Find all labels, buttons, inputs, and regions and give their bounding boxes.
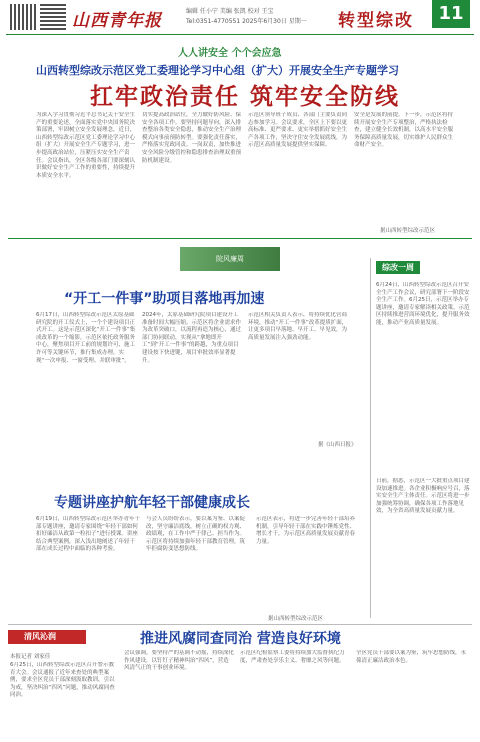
article-column: 全区党员干部要以案为鉴，筑牢思想防线，永葆清正廉洁政治本色。 [356,650,467,664]
contact-date: Tel:0351-4770551 2025年6月30日 星期一 [186,18,307,25]
section-divider [8,238,472,239]
article-column: 6月19日，山西转型综改示范区举办青年干部专题讲座，邀请专家围绕“年轻干部如何扣好廉洁从政第一粒扣子”进行授课。讲座结合典型案例，深入浅出地阐述了年轻干部在成长过程中面临的各种考验。 [36,516,140,553]
page-number: 11 [432,0,470,28]
editor-info: 编辑 任小宁 美编 张凯 校对 王宝 [186,8,274,15]
article-headline: “开工一件事”助项目落地再加速 [64,291,265,307]
article-column: 示范区纪检监察工委将持续加大监督执纪力度，严肃查处享乐主义、奢靡之风等问题。 [240,650,345,664]
article-column: 示范区领导班子成员、各部门主要负责同志参加学习。会议要求，全区上下要以更高标准、更严要求、更实举措抓好安全生产各项工作，坚决守住安全发展底线，为示范区高质量发展提供坚实保障。 [248,112,348,149]
sidebar-column: 6月24日，山西转型综改示范区召开安全生产工作会议，研究部署下一阶段安全生产工作。6月25日，示范区举办专题讲座，邀请专家解读相关政策。示范区持续推进营商环境优化，提升服务效能，推动产业高质量发展。 [376,282,470,326]
sidebar-label: 综改一周 [376,261,420,274]
section-label: 清风沁润 [8,630,86,644]
section-title: 转型综改 [338,11,414,31]
slogan-banner: 人人讲安全 个个会应急 [178,48,282,59]
column-divider [370,258,371,618]
article-subheadline: 山西转型综改示范区党工委理论学习中心组（扩大）开展安全生产专题学习 [36,64,399,77]
article-column: 会议强调，要坚持严的基调不动摇，持续深化作风建设，以钉钉子精神纠治“四风”，营造风清气正的干事创业环境。 [124,650,234,672]
sidebar-column: 日前，据悉，示范区一大批重点项目建设加速推进。各企业积极响应号召，落实安全生产主体责任。示范区将进一步加强统筹协调，确保各项工作落地见效，为全省高质量发展贡献力量。 [376,478,470,515]
article-source: 据山西转型综改示范区 [380,228,436,234]
article-column: 6月17日，山西转型综改示范区太原基础研究院的开工仪式上，一个个建设项目正式开工。这是示范区深化“开工一件事”集成改革的一个缩影。示范区依托政务服务中心，聚焦项目开工前的规划许可、施工许可等关键环节，推行集成办理，实现“一次申报、一窗受理、并联审批”。 [36,312,136,364]
article-column: 为深入学习贯彻习近平总书记关于安全生产的重要论述，全面落实党中央国务院决策部署，牢固树立安全发展理念，近日，山西转型综改示范区党工委理论学习中心组（扩大）开展安全生产专题学习，进一步提高政治站位，压紧压实安全生产责任。会议指出，全区各级各部门要深刻认识做好安全生产工作的重要性，持续提升本质安全水平。 [36,112,136,179]
article-column: 2024年，太原基础研究院项目建设开工准备时间大幅压缩。示范区将企业需求作为改革突破口，以流程再造为核心，通过部门协同联动，实现从“拿地即开工”到“开工一件事”的跨越，为重点项目建设按下快进键，项目审批效率显著提升。 [142,312,242,364]
article-column: 示范区相关负责人表示，将持续优化营商环境，推动“开工一件事”改革提质扩面，让更多项目早落地、早开工、早见效，为高质量发展注入强劲动能。 [248,312,348,341]
article-column: 6月25日，山西转型综改示范区召开警示教育大会。会议通报了近年来查处的典型案例，要求全区党员干部深刻汲取教训，引以为戒，坚决纠治“四风”问题，推动风腐同查同治。 [10,662,115,699]
article-author: 据山西转型综改示范区 [268,616,324,622]
section-photo: 院风廉周 [180,247,280,271]
article-author: 据《山西日报》 [318,442,357,448]
qr-code-icon [40,4,66,30]
article-headline: 扛牢政治责任 筑牢安全防线 [90,84,401,110]
qr-code-icon [10,4,36,30]
newspaper-logo: 山西青年报 [72,11,162,31]
section-divider [8,624,472,625]
article-headline: 专题讲座护航年轻干部健康成长 [54,495,250,511]
article-column: 安全是发展的前提。下一步，示范区将持续开展安全生产专项整治，严格执法检查，建立健全长效机制，以高水平安全服务保障高质量发展，切实维护人民群众生命财产安全。 [354,112,454,149]
article-column: 切实提高政治站位，全力做好防风险、保安全各项工作。要坚持问题导向，深入排查整治各类安全隐患，推动安全生产治理模式向事前预防转型。要强化责任落实，严格落实党政同责、一岗双责，加快推进安全风险分级管控和隐患排查治理双重预防机制建设。 [142,112,242,164]
article-column: 与会人员纷纷表示，要以案为鉴、以案促改，坚守廉洁底线，树立正确的权力观、政绩观，在工作中严于律己、担当作为。示范区将持续加强年轻干部教育管理，筑牢拒腐防变思想防线。 [146,516,246,553]
article-headline: 推进风腐同查同治 营造良好环境 [140,631,341,647]
article-column: 示范区表示，将进一步完善年轻干部培养机制，引导年轻干部在实践中锤炼党性、增长才干，为示范区高质量发展贡献青春力量。 [256,516,356,545]
article-author: 本报记者 刘家佳 [10,654,51,660]
header-rule [6,34,474,35]
